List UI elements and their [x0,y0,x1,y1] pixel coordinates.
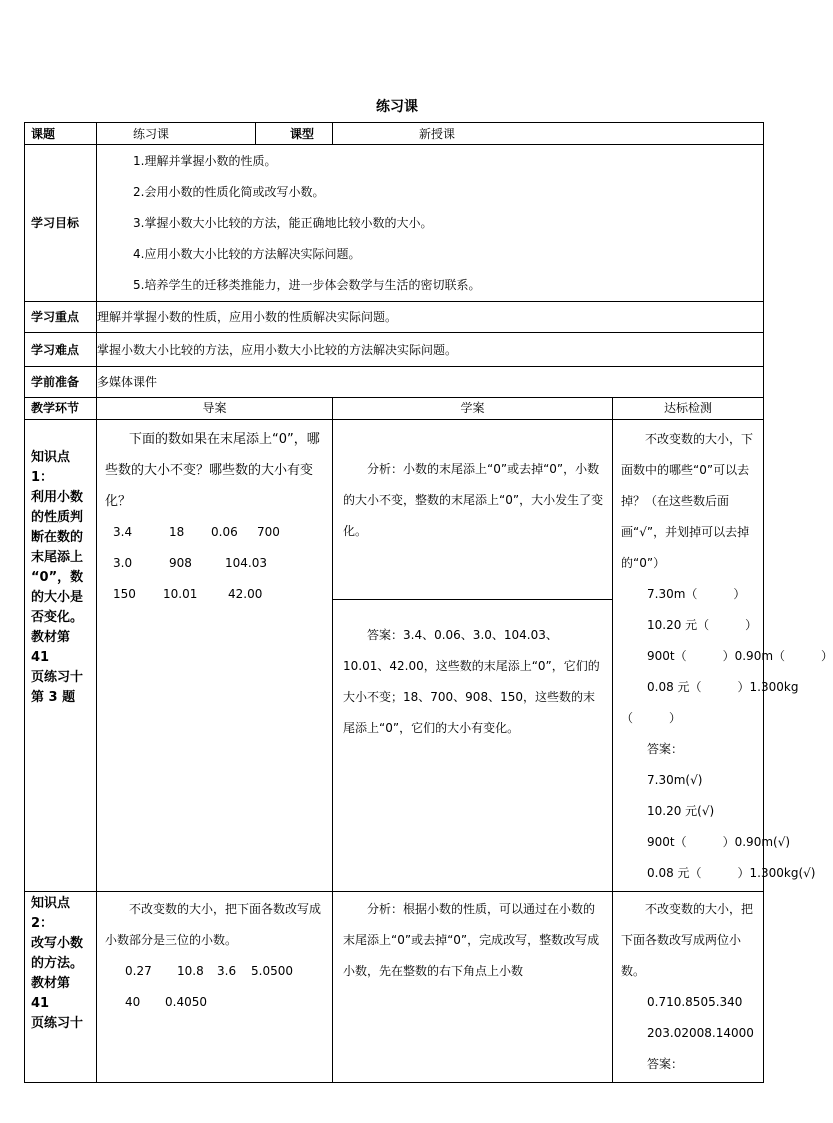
difficulty-label: 学习难点 [25,333,97,367]
goal-item: 5.培养学生的迁移类推能力，进一步体会数学与生活的密切联系。 [133,278,481,292]
difficulty-text: 掌握小数大小比较的方法，应用小数大小比较的方法解决实际问题。 [97,333,764,367]
goal-item: 3.掌握小数大小比较的方法，能正确地比较小数的大小。 [133,216,433,230]
k2-number: 3.6 [217,964,237,978]
k2-label-line: 改写小数 [31,936,84,951]
k1-label [25,420,97,892]
stage-header: 教学环节 [25,398,97,420]
k1-label-line: 页练习十 [31,670,84,685]
goals-row [25,145,764,302]
k1-check-item: 900t（ ）0.90m（ ） [647,649,833,663]
key-points-text: 理解并掌握小数的性质，应用小数的性质解决实际问题。 [97,302,764,333]
k1-guide-text: 下面的数如果在末尾添上“0”，哪些数的大小不变？哪些数的大小有变化？ [105,432,320,509]
knowledge-point-1-row [25,420,764,892]
k1-label-line: 知识点 1： [31,450,71,485]
k1-number-row [105,517,326,548]
goal-item: 2.会用小数的性质化简或改写小数。 [133,185,325,199]
k2-label [25,892,97,1083]
k1-check-item: 10.20 元（ ） [647,618,758,632]
goal-item: 4.应用小数大小比较的方法解决实际问题。 [133,247,361,261]
k2-check-cell [613,892,764,1083]
document-title: 练习课 [376,99,418,115]
k2-number-row [105,956,326,987]
k1-label-line: 的性质判 [31,510,84,525]
preparation-label: 学前准备 [25,367,97,398]
k1-guide-cell [97,420,333,892]
k2-analysis-text: 分析：根据小数的性质，可以通过在小数的末尾添上“0”或去掉“0”，完成改写，整数改写成小数，先在整数的右下角点上小数 [343,902,600,978]
k2-answer-label: 答案： [647,1057,684,1071]
type-label: 课型 [256,123,333,145]
k2-guide-cell [97,892,333,1083]
k2-label-line: 页练习十 [31,1016,84,1031]
k1-number-row [105,579,326,610]
k2-check-item: 0.710.8505.340 [647,995,743,1009]
key-points-row [25,302,764,333]
topic-label: 课题 [25,123,97,145]
k1-number: 908 [169,556,192,570]
k1-label-line: 断在数的 [31,530,84,545]
k1-answer-item: 0.08 元（ ）1.300kg(√) [647,866,816,880]
k1-answer-item: 900t（ ）0.90m(√) [647,835,791,849]
k1-label-line: 否变化。 [31,610,84,625]
k2-number: 5.0500 [251,964,293,978]
k1-label-line: 利用小数 [31,490,84,505]
goals-list [97,145,764,302]
goals-label: 学习目标 [25,145,97,302]
k1-number: 10.01 [163,587,198,601]
k1-study-cell [333,420,613,892]
knowledge-point-2-row [25,892,764,1083]
k2-study-cell [333,892,613,1083]
k1-answer-item: 7.30m(√) [647,773,703,787]
k1-number: 3.0 [113,556,133,570]
difficulty-row [25,333,764,367]
k1-label-line: 末尾添上 [31,550,84,565]
k1-answer-block [333,600,612,744]
key-points-label: 学习重点 [25,302,97,333]
k1-number: 18 [169,525,185,539]
k2-number-row [105,987,326,1018]
k1-check-item: 7.30m（ ） [647,587,746,601]
k2-check-item: 203.02008.14000 [647,1026,754,1040]
k1-answer-text: 答案：3.4、0.06、3.0、104.03、10.01、42.00，这些数的末尾添上“0”，它们的大小不变；18、700、908、150，这些数的末尾添上“0”，它们的大小有变化。 [343,628,600,735]
k1-number-row [105,548,326,579]
topic-value: 练习课 [97,123,256,145]
lesson-plan-table [24,122,833,1083]
k1-label-line: “0”，数 [31,570,84,585]
k1-number: 3.4 [113,525,133,539]
k1-number: 42.00 [228,587,263,601]
k2-number: 0.27 [125,964,152,978]
k1-check-item: （ ） [621,711,682,725]
k1-number: 150 [113,587,136,601]
k1-label-line: 第 3 题 [31,690,76,705]
k2-number: 40 [125,995,141,1009]
meta-row [25,123,764,145]
k2-label-line: 知识点 2： [31,896,71,931]
k2-label-line: 的方法。 [31,956,84,971]
k2-label-line: 教材第 41 [31,976,71,1011]
column-header-row [25,398,764,420]
k2-number: 10.8 [177,964,204,978]
k2-guide-text: 不改变数的大小，把下面各数改写成小数部分是三位的小数。 [105,902,322,947]
k1-check-intro: 不改变数的大小，下面数中的哪些“0”可以去掉？（在这些数后面画“√”，并划掉可以去掉的“0”） [621,432,754,570]
k1-check-item: 0.08 元（ ）1.300kg [647,680,799,694]
k1-label-line: 的大小是 [31,590,84,605]
k1-analysis-text: 分析：小数的末尾添上“0”或去掉“0”，小数的大小不变，整数的末尾添上“0”，大小发生了变化。 [343,462,604,538]
type-value: 新授课 [333,123,764,145]
k1-number: 700 [257,525,280,539]
k1-check-cell [613,420,833,892]
preparation-text: 多媒体课件 [97,367,764,398]
k2-number: 0.4050 [165,995,207,1009]
k1-label-line: 教材第 41 [31,630,71,665]
study-header: 学案 [333,398,613,420]
k2-check-intro: 不改变数的大小，把下面各数改写成两位小数。 [621,902,754,978]
k1-answer-item: 10.20 元(√) [647,804,715,818]
preparation-row [25,367,764,398]
k1-number: 104.03 [225,556,267,570]
k1-analysis-block [333,420,612,600]
guide-header: 导案 [97,398,333,420]
k1-answer-label: 答案： [647,742,684,756]
check-header: 达标检测 [613,398,764,420]
goal-item: 1.理解并掌握小数的性质。 [133,154,277,168]
k1-number: 0.06 [211,525,238,539]
